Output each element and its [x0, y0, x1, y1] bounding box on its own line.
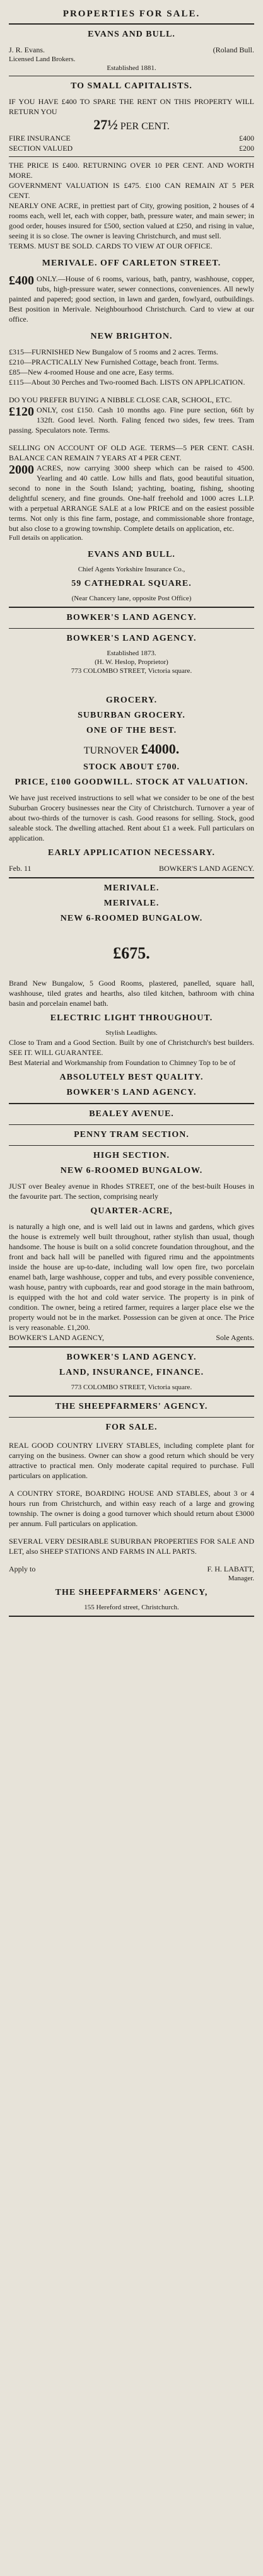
bungalow-price: £675.	[113, 944, 150, 962]
divider	[9, 23, 254, 25]
divider	[9, 877, 254, 878]
newspaper-column	[5, 5, 258, 2566]
merivale-bungalow-ad	[9, 883, 254, 1098]
divider	[9, 1103, 254, 1104]
material-line: Best Material and Workmanship from Foundation to Chimney Top to be of	[9, 1058, 236, 1067]
principal-partner: (Roland Bull.	[213, 45, 254, 54]
classified-column	[5, 9, 258, 1617]
ad-heading-repeat: MERIVALE.	[103, 899, 160, 908]
footer-firm: EVANS AND BULL.	[88, 550, 175, 559]
listing-description: ONLY.—House of 6 rooms, various, bath, pantry, washhouse, copper, tubs, high-pressure water, sewer connections, conveniences. All newly painted and papered; good section, in lawn and garden, fowlyard, outbuildings. Best position in Merivale. Neighbourhood Christchurch. Card to view at our office.	[9, 274, 254, 323]
listing-heading: SELLING ON ACCOUNT OF OLD AGE. TERMS—5 PER CENT. CASH. BALANCE CAN REMAIN 7 YEARS AT 4 PER CENT.	[9, 443, 254, 462]
footer-address: 59 CATHEDRAL SQUARE.	[71, 579, 192, 588]
intro-text: IF YOU HAVE £400 TO SPARE THE RENT ON THIS PROPERTY WILL RETURN YOU	[9, 97, 254, 116]
listing-text	[9, 274, 254, 324]
insurance-label: FIRE INSURANCE	[9, 134, 71, 143]
bealey-description: is naturally a high one, and is well laid out in lawns and gardens, which gives the house is extremely well built throughout, rather stylish than usual, though handsome. The house is built on a solid concrete foundation throughout, and the front and back hall will be panelled with figured rimu and the appointments inside the house are up-to-date, including wall low open fire, two porcelain enamel bath, large washhouse, copper and tubs, and every possible convenience, wash house, pantry with cupboards, rear and good storage in the main bathroom, is equipped with the hot and cold water service. The property is in pink of condition. The owner, being a retired farmer, requires a larger place else we the property would not be in the market. Possession can be given at once. The Price is very reasonable. £1,200.	[9, 1222, 254, 1332]
manager-name: F. H. LABATT,	[207, 1565, 254, 1573]
ad-heading: BEALEY AVENUE.	[89, 1109, 174, 1119]
divider	[9, 1145, 254, 1146]
stock-line: STOCK ABOUT £700.	[83, 762, 180, 772]
spacer	[9, 929, 254, 944]
address-line: 773 COLOMBO STREET, Victoria square.	[71, 667, 192, 675]
grocery-heading: GROCERY.	[105, 696, 158, 705]
rate-suffix: PER CENT.	[120, 121, 170, 132]
ad-heading: MERIVALE.	[103, 883, 160, 893]
leadlights-line: Stylish Leadlights.	[105, 1029, 158, 1037]
bealey-avenue-ad	[9, 1109, 254, 1343]
listing-heading: MERIVALE. OFF CARLETON STREET.	[42, 259, 221, 268]
turnover-line	[9, 741, 254, 757]
bungalow-description: Brand New Bungalow, 5 Good Rooms, plastered, panelled, square hall, washhouse, tiled grates and hearths, also tiled kitchen, bathroom with china basin and porcelain enamel bath.	[9, 979, 254, 1008]
suburban-listing: SEVERAL VERY DESIRABLE SUBURBAN PROPERTIES FOR SALE AND LET, also SHEEP STATIONS AND FARMS IN ALL PARTS.	[9, 1537, 254, 1556]
footer-agents: Chief Agents Yorkshire Insurance Co.,	[78, 566, 185, 573]
ad-subheading: NEW 6-ROOMED BUNGALOW.	[60, 914, 203, 923]
spacer	[9, 963, 254, 978]
listing-heading: NEW BRIGHTON.	[90, 332, 173, 341]
valuation-line: GOVERNMENT VALUATION IS £475. £100 CAN REMAIN AT 5 PER CENT.	[9, 181, 254, 200]
turnover-value: £4000.	[141, 741, 180, 757]
listing-price: £120	[9, 405, 34, 419]
listing-item: £115—About 30 Perches and Two-roomed Bach. LISTS ON APPLICATION.	[9, 378, 245, 387]
high-section-line: HIGH SECTION.	[93, 1151, 170, 1160]
established-line: Established 1881.	[107, 64, 156, 72]
property-description: NEARLY ONE ACRE, in prettiest part of City, growing position, 2 houses of 4 rooms each, well let, each with copper, bath, pressure water, and main sewer; in good order, houses insured for £500, section valued at £250, and rising in value, seeing it is so close. The owner is leaving Christchurch, and must sell.	[9, 201, 254, 240]
listing-text	[9, 463, 254, 533]
store-listing: A COUNTRY STORE, BOARDING HOUSE AND STABLES, about 3 or 4 hours run from Christchurch, and within easy reach of a large and growing township. The owner is doing a good turnover which should return about £3000 per annum. Full particulars on application.	[9, 1489, 254, 1528]
apply-label: Apply to	[9, 1565, 36, 1573]
ad-footer	[9, 1332, 254, 1343]
divider	[9, 607, 254, 608]
listing-item: £210—PRACTICALLY New Furnished Cottage, beach front. Terms.	[9, 358, 219, 366]
agency-services: LAND, INSURANCE, FINANCE.	[59, 1368, 204, 1377]
listing-acres: 2000	[9, 463, 34, 477]
ad-heading: THE SHEEPFARMERS' AGENCY.	[55, 1402, 208, 1411]
nibble-listing	[9, 395, 254, 435]
listing-price: £400	[9, 274, 34, 288]
suburban-heading: SUBURBAN GROCERY.	[78, 711, 185, 720]
rate-value: 27½	[93, 117, 118, 132]
turnover-label: TURNOVER	[83, 745, 139, 756]
bowker-agency-card	[9, 1353, 254, 1392]
established-line: Established 1873.	[107, 650, 156, 657]
ad-footer: BOWKER'S LAND AGENCY.	[66, 1088, 197, 1097]
proprietor-line: (H. W. Heslop, Proprietor)	[95, 658, 168, 666]
livery-listing: REAL GOOD COUNTRY LIVERY STABLES, including complete plant for carrying on the business. Owner can show a good return which should be very attractive to practical men. Only moderate capital required to purchase. Full particulars on application.	[9, 1441, 254, 1480]
quarter-acre-line: QUARTER-ACRE,	[90, 1206, 173, 1216]
section-title: PROPERTIES FOR SALE.	[62, 9, 201, 19]
footer-note: (Near Chancery lane, opposite Post Office)	[71, 595, 192, 602]
divider	[9, 156, 254, 157]
merivale-listing	[9, 259, 254, 324]
footer-date: Feb. 11	[9, 864, 32, 873]
grocery-description: We have just received instructions to sell what we consider to be one of the best Suburban Grocery businesses near the City of Christchurch. Turnover a year of about two-thirds of the turnover is cash. Good reasons for selling. Stock, good saleable stock. The dwelling attached. Rent about £1 a week. Full particulars on application.	[9, 793, 254, 842]
electric-line: ELECTRIC LIGHT THROUGHOUT.	[50, 1013, 213, 1023]
divider	[9, 1417, 254, 1418]
divider	[9, 1124, 254, 1125]
licence-line: Licensed Land Brokers.	[9, 55, 76, 63]
divider	[9, 1616, 254, 1617]
divider	[9, 1396, 254, 1397]
footer-agency: BOWKER'S LAND AGENCY.	[159, 864, 254, 873]
ad-heading: BOWKER'S LAND AGENCY.	[66, 613, 197, 622]
agency-name: THE SHEEPFARMERS' AGENCY,	[55, 1588, 208, 1597]
listing-item: £315—FURNISHED New Bungalow of 5 rooms and 2 acres. Terms.	[9, 347, 218, 356]
agency-name: BOWKER'S LAND AGENCY.	[66, 1353, 197, 1362]
section-valued-value: £200	[239, 144, 254, 153]
listing-text	[9, 405, 254, 435]
details-line: Full details on application.	[9, 534, 83, 542]
insurance-line	[9, 133, 254, 143]
spacer	[9, 675, 254, 691]
agency-address: 155 Hereford street, Christchurch.	[84, 1604, 179, 1611]
agency-address: 773 COLOMBO STREET, Victoria square.	[71, 1384, 192, 1391]
new-brighton-listing	[9, 332, 254, 387]
listing-description: ONLY, cost £150. Cash 10 months ago. Fine pure section, 66ft by 132ft. Good level. North. Faling fenced two sides, few trees. Tram passing. Speculators note. Terms.	[9, 405, 254, 434]
old-age-listing	[9, 443, 254, 542]
divider	[9, 1346, 254, 1348]
evans-bull-ad	[9, 30, 254, 603]
terms-line: TERMS. MUST BE SOLD. CARDS TO VIEW AT OUR OFFICE.	[9, 242, 213, 250]
evans-footer	[9, 550, 254, 603]
early-application: EARLY APPLICATION NECESSARY.	[48, 848, 215, 858]
tram-line: PENNY TRAM SECTION.	[74, 1130, 189, 1139]
bealey-intro: JUST over Bealey avenue in Rhodes STREET, one of the best-built Houses in the favourite part. The section, comprising nearly	[9, 1182, 254, 1201]
listing-heading: DO YOU PREFER BUYING A NIBBLE CLOSE CAR, SCHOOL, ETC.	[9, 395, 232, 404]
subheading: TO SMALL CAPITALISTS.	[71, 81, 192, 91]
listing-item: £85—New 4-roomed House and one acre, Easy terms.	[9, 368, 174, 376]
divider	[9, 628, 254, 629]
section-valued-line	[9, 143, 254, 153]
ad-principal-line	[9, 45, 254, 55]
listing-description: ACRES, now carrying 3000 sheep which can be raised to 4500. Yearling and 40 cattle. Low hills and flats, good beautiful situation, second to none in the South Island; yachting, boating, fishing, shooting delightful scenery, and fine grounds. One-half freehold and 1000 acres L.I.P. with a perpetual ARRANGE SALE at a low PRICE and on the easiest possible terms. Not only is this fine farm, postage, and commissionable shore frontage, but also close to a growing township. Complete details on application, etc.	[9, 463, 254, 533]
rate-line	[9, 117, 254, 133]
footer-sole-agents: Sole Agents.	[216, 1333, 254, 1342]
price-line: PRICE, £100 GOODWILL. STOCK AT VALUATION.	[15, 778, 248, 787]
sheepfarmers-ad	[9, 1402, 254, 1612]
quality-line: ABSOLUTELY BEST QUALITY.	[59, 1073, 204, 1082]
agency-name: BOWKER'S LAND AGENCY.	[66, 634, 197, 643]
ad-heading: EVANS AND BULL.	[88, 30, 175, 39]
apply-line	[9, 1564, 254, 1574]
bungalow-line: NEW 6-ROOMED BUNGALOW.	[60, 1166, 203, 1175]
builder-line: Close to Tram and a Good Section. Built by one of Christchurch's best builders. SEE IT. WILL GUARANTEE.	[9, 1038, 254, 1057]
footer-agency: BOWKER'S LAND AGENCY,	[9, 1333, 104, 1342]
returning-line: THE PRICE IS £400. RETURNING OVER 10 PER CENT. AND WORTH MORE.	[9, 161, 254, 180]
principal-name: J. R. Evans.	[9, 45, 45, 54]
manager-role: Manager.	[228, 1575, 254, 1582]
for-sale-heading: FOR SALE.	[105, 1423, 158, 1432]
insurance-value: £400	[239, 134, 254, 143]
ad-footer	[9, 863, 254, 873]
bowker-grocery-ad	[9, 613, 254, 873]
section-valued-label: SECTION VALUED	[9, 144, 73, 153]
best-heading: ONE OF THE BEST.	[86, 726, 177, 735]
